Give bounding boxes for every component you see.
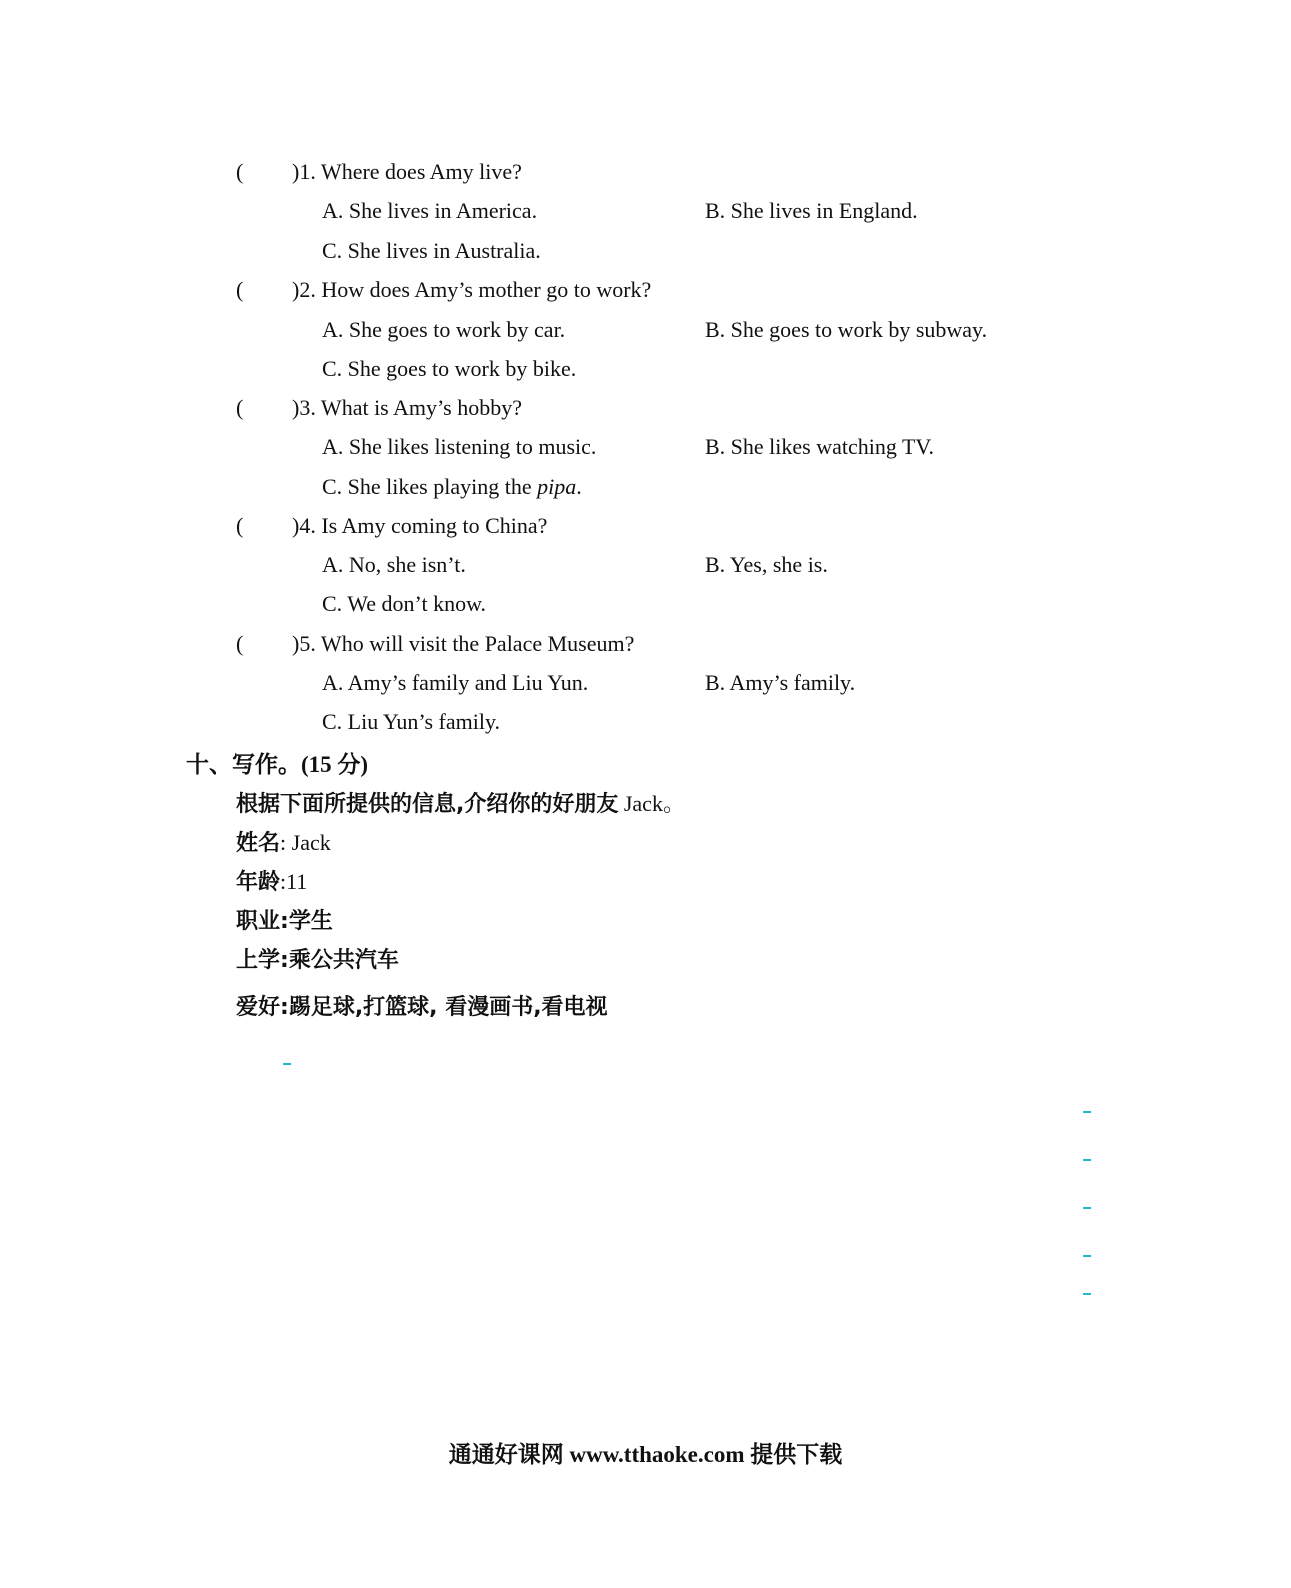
scan-mark [1083, 1111, 1091, 1113]
info-job [236, 904, 333, 935]
question-3-option-a: A. She likes listening to music. [322, 434, 597, 459]
question-2-option-a: A. She goes to work by car. [322, 317, 566, 342]
question-5-option-b: B. Amy’s family. [705, 670, 856, 695]
scan-mark [1083, 1207, 1091, 1209]
answer-paren-4: ( [236, 513, 244, 538]
info-age [236, 865, 307, 896]
info-hobby-label: 爱好 [236, 995, 281, 1020]
info-hobby [236, 990, 608, 1021]
question-4-option-a: A. No, she isn’t. [322, 552, 466, 577]
answer-paren-5: ( [236, 631, 244, 656]
section-heading-writing [186, 746, 368, 779]
info-age-label: 年龄 [236, 870, 281, 895]
info-school [236, 943, 399, 974]
question-4-option-c: C. We don’t know. [322, 591, 487, 616]
question-3-option-c-italic: pipa [537, 474, 577, 499]
scan-mark [283, 1063, 291, 1065]
question-5-option-c: C. Liu Yun’s family. [322, 709, 501, 734]
answer-paren-3: ( [236, 395, 244, 420]
info-school-label: 上学 [236, 948, 281, 973]
answer-paren-1: ( [236, 159, 244, 184]
info-age-value: :11 [280, 869, 308, 894]
question-1-text: )1. Where does Amy live? [292, 159, 522, 184]
info-hobby-value: :踢足球,打篮球, 看漫画书,看电视 [280, 995, 608, 1020]
question-2-text: )2. How does Amy’s mother go to work? [292, 277, 652, 302]
scan-mark [1083, 1159, 1091, 1161]
footer [0, 1436, 1291, 1469]
question-3-option-c-prefix: C. She likes playing the [322, 474, 538, 499]
footer-site-name: 通通好课网 [448, 1442, 564, 1468]
writing-instruction-cn: 根据下面所提供的信息,介绍你的好朋友 [236, 792, 619, 817]
question-3-option-c-suffix: . [576, 474, 582, 499]
info-job-label: 职业 [236, 909, 281, 934]
writing-instruction [236, 787, 685, 818]
question-3-option-b: B. She likes watching TV. [705, 434, 934, 459]
info-name [236, 826, 331, 857]
question-4-option-b: B. Yes, she is. [705, 552, 828, 577]
writing-instruction-en: Jack。 [618, 791, 685, 816]
question-1-option-c: C. She lives in Australia. [322, 238, 541, 263]
question-5-option-a: A. Amy’s family and Liu Yun. [322, 670, 589, 695]
question-2-option-c: C. She goes to work by bike. [322, 356, 577, 381]
footer-provide: 提供下载 [750, 1442, 843, 1468]
question-3-option-c [322, 473, 582, 501]
question-5-text: )5. Who will visit the Palace Museum? [292, 631, 635, 656]
section-score: (15 分) [301, 752, 369, 777]
info-school-value: :乘公共汽车 [280, 948, 399, 973]
question-1-option-a: A. She lives in America. [322, 198, 538, 223]
scan-mark [1083, 1255, 1091, 1257]
question-4-text: )4. Is Amy coming to China? [292, 513, 548, 538]
question-3-text: )3. What is Amy’s hobby? [292, 395, 522, 420]
question-2-option-b: B. She goes to work by subway. [705, 317, 988, 342]
info-job-value: :学生 [280, 909, 333, 934]
section-heading-text: 十、写作。 [186, 752, 301, 778]
answer-paren-2: ( [236, 277, 244, 302]
footer-url: www.tthaoke.com [563, 1442, 751, 1467]
question-1-option-b: B. She lives in England. [705, 198, 918, 223]
scan-mark [1083, 1293, 1091, 1295]
info-name-value: : Jack [280, 830, 331, 855]
info-name-label: 姓名 [236, 831, 281, 856]
